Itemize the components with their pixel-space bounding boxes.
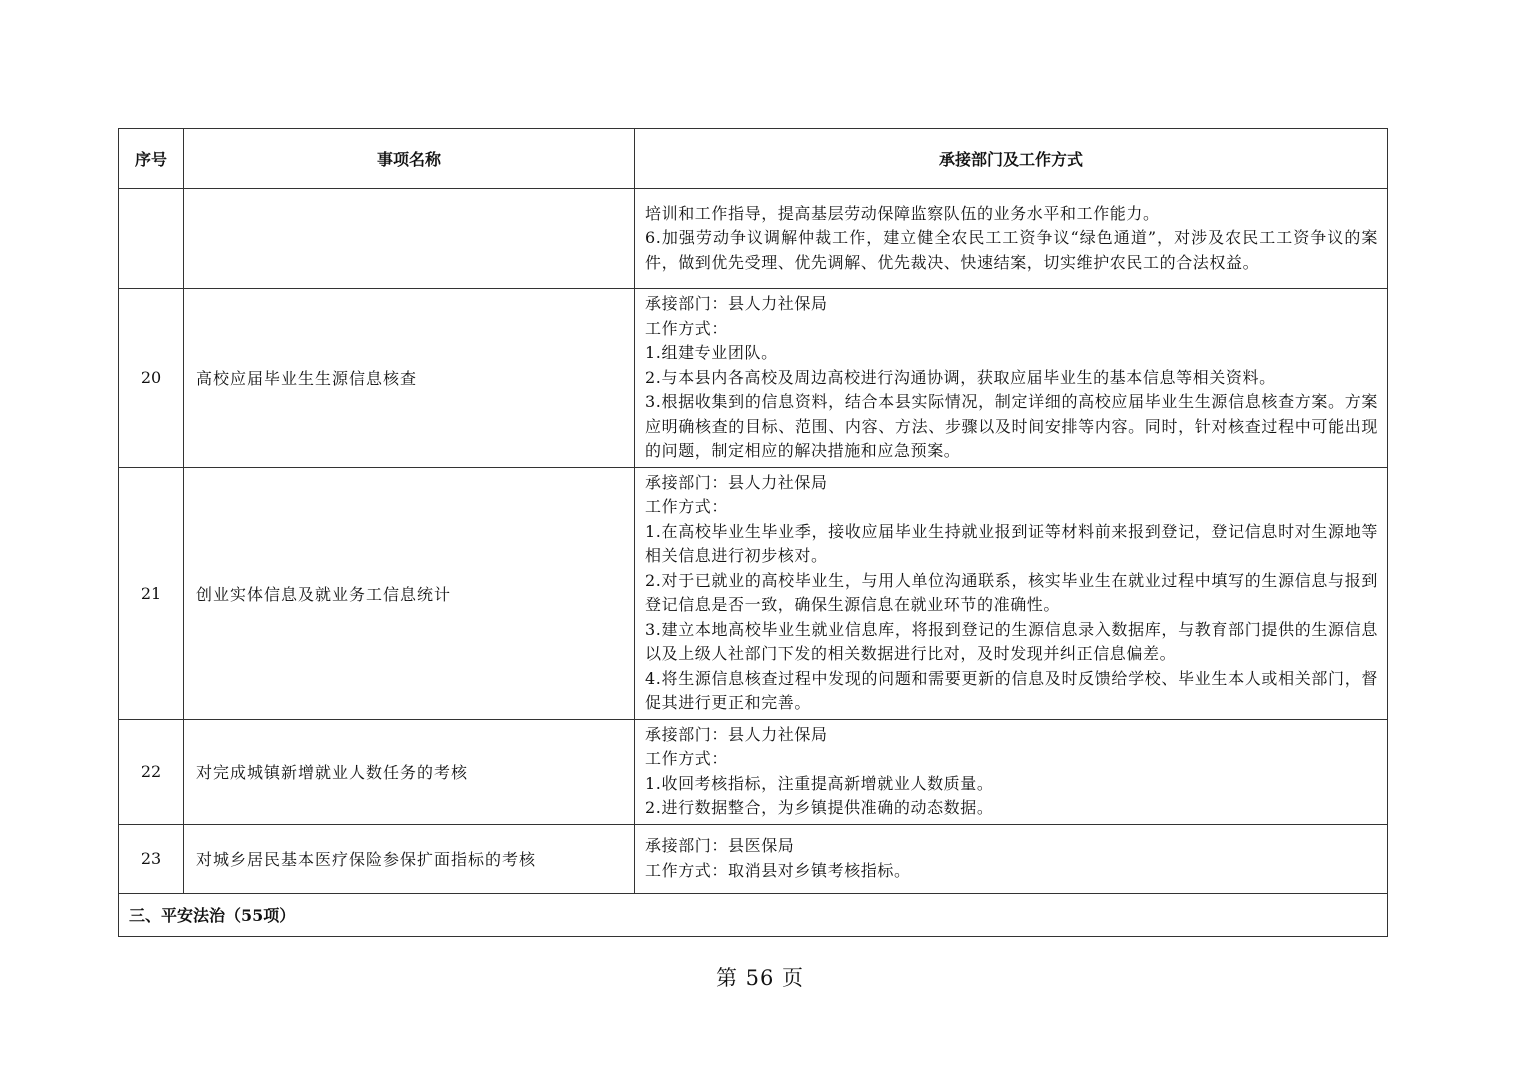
row-method <box>635 289 1388 468</box>
method-line: 1.在高校毕业生毕业季，接收应届毕业生持就业报到证等材料前来报到登记，登记信息时对生源地等相关信息进行初步核对。 <box>645 521 1378 565</box>
method-line: 2.进行数据整合，为乡镇提供准确的动态数据。 <box>645 798 994 817</box>
matters-table <box>118 128 1388 937</box>
page-number: 第 56 页 <box>715 966 805 990</box>
row-name: 对城乡居民基本医疗保险参保扩面指标的考核 <box>184 824 635 893</box>
table-row <box>119 719 1388 824</box>
method-line: 承接部门：县人力社保局 <box>645 724 828 744</box>
method-line: 培训和工作指导，提高基层劳动保障监察队伍的业务水平和工作能力。 <box>645 203 1160 223</box>
row-num <box>119 189 184 289</box>
table-row <box>119 467 1388 719</box>
row-name: 高校应届毕业生生源信息核查 <box>184 289 635 468</box>
method-line: 工作方式：取消县对乡镇考核指标。 <box>645 860 911 880</box>
header-num: 序号 <box>119 129 184 189</box>
row-num: 23 <box>119 824 184 893</box>
method-line: 4.将生源信息核查过程中发现的问题和需要更新的信息及时反馈给学校、毕业生本人或相关部门，督促其进行更正和完善。 <box>645 668 1378 712</box>
method-line: 承接部门：县人力社保局 <box>645 294 828 313</box>
method-line: 工作方式： <box>645 318 729 338</box>
row-num: 21 <box>119 467 184 719</box>
method-line: 承接部门：县医保局 <box>645 836 795 855</box>
header-method: 承接部门及工作方式 <box>635 129 1388 189</box>
section-row <box>119 893 1388 936</box>
row-num: 22 <box>119 719 184 824</box>
method-line: 工作方式： <box>645 497 729 516</box>
row-method <box>635 719 1388 824</box>
method-line: 工作方式： <box>645 749 729 768</box>
method-line: 1.组建专业团队。 <box>645 343 778 362</box>
table-row <box>119 289 1388 468</box>
row-name <box>184 189 635 289</box>
row-method <box>635 467 1388 719</box>
row-name: 对完成城镇新增就业人数任务的考核 <box>184 719 635 824</box>
method-line: 1.收回考核指标，注重提高新增就业人数质量。 <box>645 773 994 793</box>
table-row <box>119 189 1388 289</box>
method-line: 6.加强劳动争议调解仲裁工作，建立健全农民工工资争议“绿色通道”，对涉及农民工工资争议的案件，做到优先受理、优先调解、优先裁决、快速结案，切实维护农民工的合法权益。 <box>645 228 1378 272</box>
table-header-row <box>119 129 1388 189</box>
section-title: 三、平安法治（55项） <box>119 893 1388 936</box>
row-method <box>635 824 1388 893</box>
method-line: 承接部门：县人力社保局 <box>645 472 828 492</box>
row-method <box>635 189 1388 289</box>
method-line: 2.对于已就业的高校毕业生，与用人单位沟通联系，核实毕业生在就业过程中填写的生源信息与报到登记信息是否一致，确保生源信息在就业环节的准确性。 <box>645 570 1378 614</box>
row-num: 20 <box>119 289 184 468</box>
method-line: 3.建立本地高校毕业生就业信息库，将报到登记的生源信息录入数据库，与教育部门提供的生源信息以及上级人社部门下发的相关数据进行比对，及时发现并纠正信息偏差。 <box>645 619 1378 663</box>
row-name: 创业实体信息及就业务工信息统计 <box>184 467 635 719</box>
table-row <box>119 824 1388 893</box>
method-line: 3.根据收集到的信息资料，结合本县实际情况，制定详细的高校应届毕业生生源信息核查方案。方案应明确核查的目标、范围、内容、方法、步骤以及时间安排等内容。同时，针对核查过程中可能出现的问题，制定相应的解决措施和应急预案。 <box>645 392 1378 460</box>
method-line: 2.与本县内各高校及周边高校进行沟通协调，获取应届毕业生的基本信息等相关资料。 <box>645 367 1276 387</box>
header-name: 事项名称 <box>184 129 635 189</box>
